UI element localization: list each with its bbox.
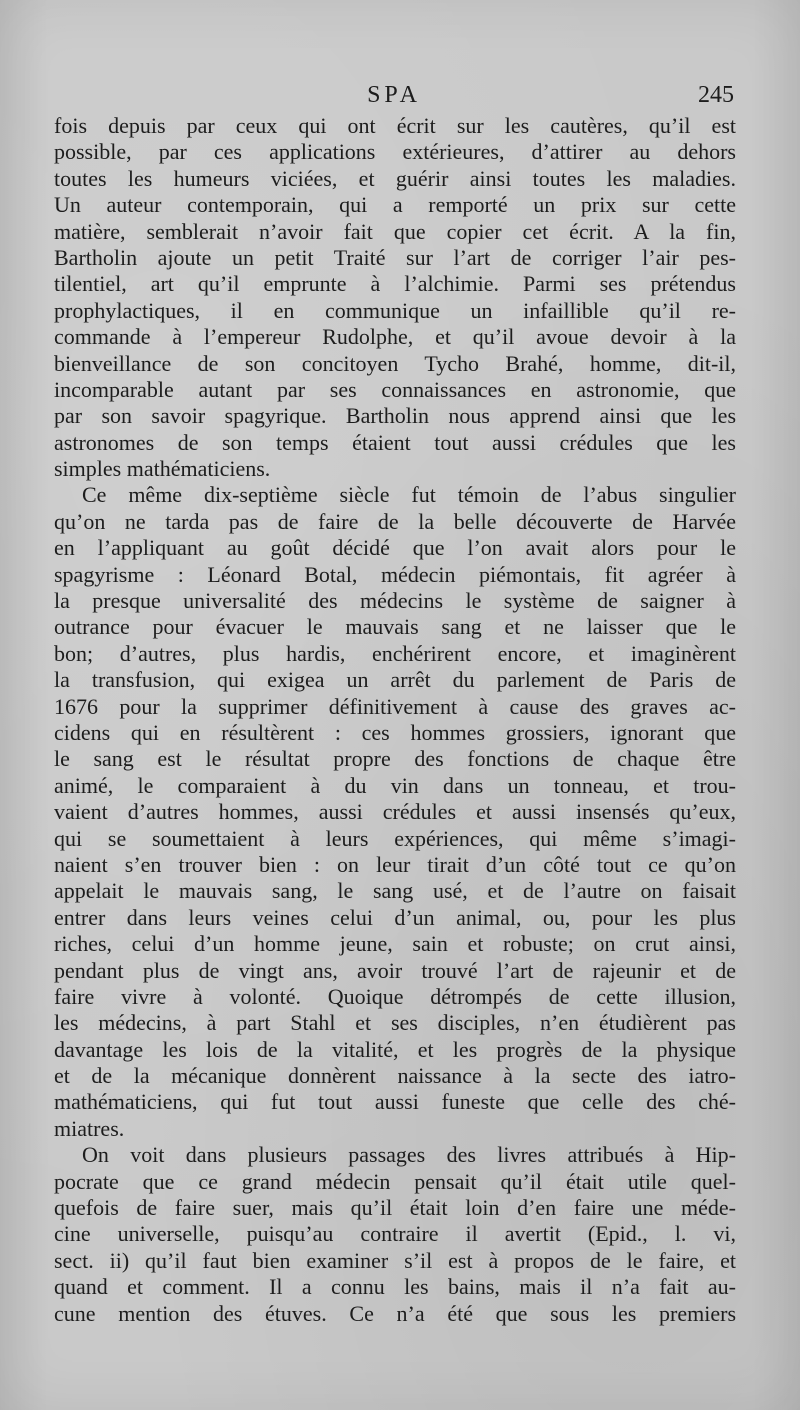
text-line: matière, semblerait n’avoir fait que copier cet écrit. A la fin, bbox=[54, 218, 736, 244]
text-line: le sang est le résultat propre des fonctions de chaque être bbox=[54, 746, 736, 772]
text-line: la presque universalité des médecins le système de saigner à bbox=[54, 588, 736, 614]
running-head bbox=[54, 82, 734, 112]
text-line: naient s’en trouver bien : on leur tirait d’un côté tout ce qu’on bbox=[54, 851, 736, 877]
text-line: cidens qui en résultèrent : ces hommes grossiers, ignorant que bbox=[54, 719, 736, 745]
text-line: mathématiciens, qui fut tout aussi funeste que celle des ché- bbox=[54, 1089, 736, 1115]
text-line: miatres. bbox=[54, 1115, 125, 1141]
text-line: bon; d’autres, plus hardis, enchérirent encore, et imaginèrent bbox=[54, 640, 736, 666]
text-line: la transfusion, qui exigea un arrêt du parlement de Paris de bbox=[54, 667, 736, 693]
text-line: Un auteur contemporain, qui a remporté un prix sur cette bbox=[54, 192, 736, 218]
body-text bbox=[54, 113, 736, 1327]
text-line: fois depuis par ceux qui ont écrit sur les cautères, qu’il est bbox=[54, 113, 736, 138]
text-line: bienveillance de son concitoyen Tycho Brahé, homme, dit-il, bbox=[54, 350, 736, 376]
text-line: sect. ii) qu’il faut bien examiner s’il est à propos de le faire, et bbox=[54, 1247, 736, 1273]
paragraph-first-line: On voit dans plusieurs passages des livres attribués à Hip- bbox=[82, 1142, 736, 1168]
text-line: riches, celui d’un homme jeune, sain et robuste; on crut ainsi, bbox=[54, 931, 736, 957]
page-number: 245 bbox=[698, 82, 734, 108]
text-line: astronomes de son temps étaient tout aussi crédules que les bbox=[54, 429, 736, 455]
text-line: quefois de faire suer, mais qu’il était loin d’en faire une méde- bbox=[54, 1195, 736, 1221]
text-line: qu’on ne tarda pas de faire de la belle découverte de Harvée bbox=[54, 508, 736, 534]
text-line: 1676 pour la supprimer définitivement à cause des graves ac- bbox=[54, 693, 736, 719]
text-line: les médecins, à part Stahl et ses disciples, n’en étudièrent pas bbox=[54, 1010, 736, 1036]
text-line: faire vivre à volonté. Quoique détrompés de cette illusion, bbox=[54, 983, 736, 1009]
text-line: spagyrisme : Léonard Botal, médecin piémontais, fit agréer à bbox=[54, 561, 736, 587]
text-line: entrer dans leurs veines celui d’un animal, ou, pour les plus bbox=[54, 904, 736, 930]
text-line: tilentiel, art qu’il emprunte à l’alchimie. Parmi ses prétendus bbox=[54, 271, 736, 297]
text-line: incomparable autant par ses connaissances en astronomie, que bbox=[54, 376, 736, 402]
text-line: cine universelle, puisqu’au contraire il avertit (Epid., l. vi, bbox=[54, 1221, 736, 1247]
text-line: pendant plus de vingt ans, avoir trouvé l’art de rajeunir et de bbox=[54, 957, 736, 983]
text-line: appelait le mauvais sang, le sang usé, et de l’autre on faisait bbox=[54, 878, 736, 904]
text-line: outrance pour évacuer le mauvais sang et ne laisser que le bbox=[54, 614, 736, 640]
text-line: vaient d’autres hommes, aussi crédules et aussi insensés qu’eux, bbox=[54, 799, 736, 825]
text-line: Bartholin ajoute un petit Traité sur l’art de corriger l’air pes- bbox=[54, 244, 736, 270]
paragraph-first-line: Ce même dix-septième siècle fut témoin de l’abus singulier bbox=[82, 482, 736, 508]
text-line: qui se soumettaient à leurs expériences, qui même s’imagi- bbox=[54, 825, 736, 851]
text-line: toutes les humeurs viciées, et guérir ainsi toutes les maladies. bbox=[54, 165, 736, 191]
text-line: animé, le comparaient à du vin dans un tonneau, et trou- bbox=[54, 772, 736, 798]
text-line: et de la mécanique donnèrent naissance à la secte des iatro- bbox=[54, 1063, 736, 1089]
text-line: par son savoir spagyrique. Bartholin nous apprend ainsi que les bbox=[54, 403, 736, 429]
text-line: possible, par ces applications extérieures, d’attirer au dehors bbox=[54, 139, 736, 165]
text-line: quand et comment. Il a connu les bains, mais il n’a fait au- bbox=[54, 1274, 736, 1300]
text-line: cune mention des étuves. Ce n’a été que sous les premiers bbox=[54, 1300, 736, 1326]
running-title: SPA bbox=[367, 82, 421, 108]
text-line: simples mathématiciens. bbox=[54, 456, 271, 482]
text-line: davantage les lois de la vitalité, et les progrès de la physique bbox=[54, 1036, 736, 1062]
text-line: commande à l’empereur Rudolphe, et qu’il avoue devoir à la bbox=[54, 324, 736, 350]
text-line: en l’appliquant au goût décidé que l’on avait alors pour le bbox=[54, 535, 736, 561]
text-line: prophylactiques, il en communique un infaillible qu’il re- bbox=[54, 297, 736, 323]
text-line: pocrate que ce grand médecin pensait qu’il était utile quel- bbox=[54, 1168, 736, 1194]
